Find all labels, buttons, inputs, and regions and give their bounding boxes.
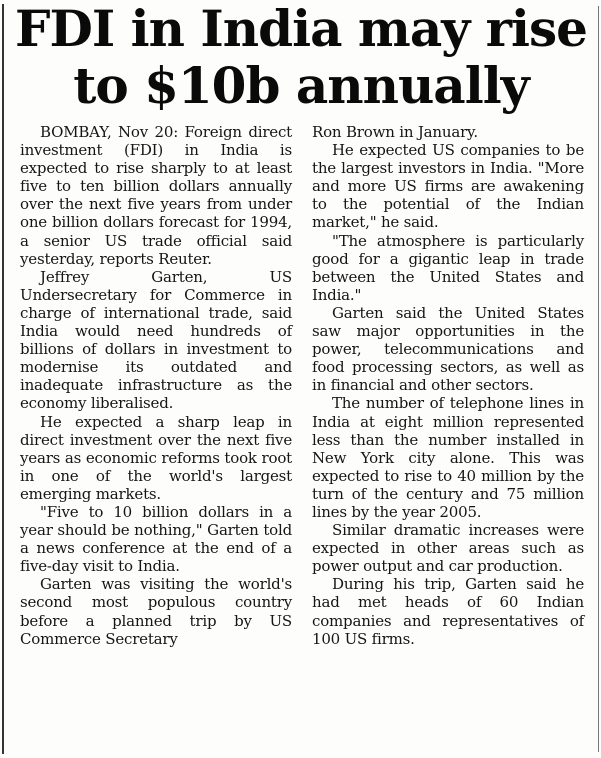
headline-line-2: to $10b annually bbox=[73, 56, 529, 115]
headline-line-1: FDI in India may rise bbox=[15, 0, 587, 58]
paragraph-us-investors: He expected US companies to be the largest investors in India. "More and more US firms are awakening to the potential of the Indian market," he said. bbox=[312, 141, 584, 232]
paragraph-dateline: BOMBAY, Nov 20: Foreign direct investment (FDI) in India is expected to rise sharply to at least five to ten billion dollars annually over the next five years from under one billion dollars forecast for 1994, a senior US trade official said yesterday, reports Reuter. bbox=[20, 123, 292, 268]
paragraph-garten-intro: Jeffrey Garten, US Undersecretary for Commerce in charge of international trade, said India would need hundreds of billions of dollars in investment to modernise its outdated and inadequate infrastructure as the economy liberalised. bbox=[20, 267, 292, 413]
left-column bbox=[20, 123, 292, 648]
paragraph-telephone-lines: The number of telephone lines in India at eight million represented less than the number installed in New York city alone. This was expected to rise to 40 million by the turn of the century and 75 million lines by the year 2005. bbox=[312, 394, 584, 521]
right-column bbox=[312, 123, 584, 648]
article-headline bbox=[6, 0, 596, 114]
paragraph-quote-five-to-ten: "Five to 10 billion dollars in a year should be nothing," Garten told a news conference at the end of a five-day visit to India. bbox=[20, 502, 292, 576]
article-body bbox=[20, 123, 588, 753]
paragraph-continuation: Ron Brown in January. bbox=[312, 123, 478, 141]
paragraph-similar-increases: Similar dramatic increases were expected in other areas such as power output and car production. bbox=[312, 521, 584, 576]
paragraph-opportunities: Garten said the United States saw major opportunities in the power, telecommunications and food processing sectors, as well as in financial and other sectors. bbox=[312, 303, 584, 395]
paragraph-trip-meetings: During his trip, Garten said he had met heads of 60 Indian companies and representatives of 100 US firms. bbox=[312, 575, 584, 648]
paragraph-visit: Garten was visiting the world's second most populous country before a planned trip by US Commerce Secretary bbox=[20, 575, 292, 648]
paragraph-atmosphere-quote: "The atmosphere is particularly good for a gigantic leap in trade between the United States and India." bbox=[312, 231, 584, 304]
left-column-rule bbox=[2, 4, 4, 754]
right-edge-rule bbox=[598, 6, 599, 752]
paragraph-sharp-leap: He expected a sharp leap in direct investment over the next five years as economic reforms took root in one of the world's largest emerging markets. bbox=[20, 412, 292, 503]
